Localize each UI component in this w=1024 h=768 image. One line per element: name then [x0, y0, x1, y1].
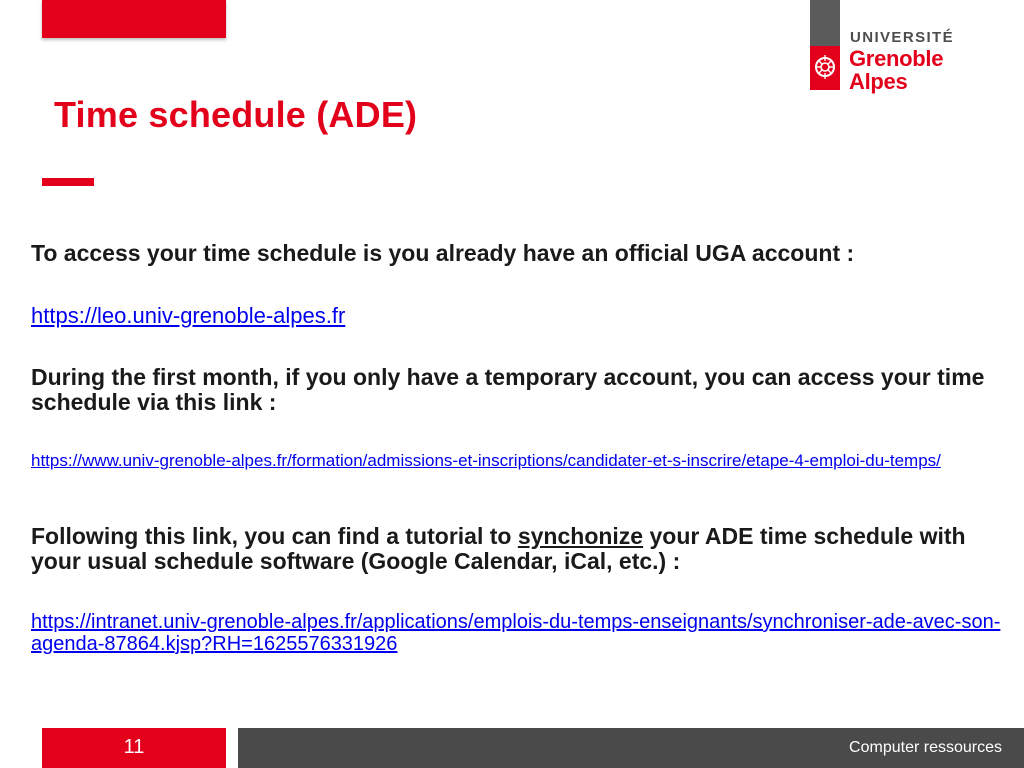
synchonize-link[interactable]: synchonize	[517, 523, 644, 549]
sync-tutorial-link[interactable]: https://intranet.univ-grenoble-alpes.fr/applications/emplois-du-temps-enseignants/synchroniser-ade-avec-son-agenda-87864.kjsp?RH=1625576331926	[31, 611, 1001, 655]
footer-page-block	[42, 728, 226, 768]
page-title: Time schedule (ADE)	[54, 94, 418, 135]
page-number: 11	[123, 736, 145, 758]
logo-text-alpes: Alpes	[849, 69, 908, 94]
logo-text-universite: UNIVERSITÉ	[850, 29, 955, 46]
footer-bar	[238, 728, 1024, 768]
logo-emblem-icon	[813, 52, 837, 82]
logo-text-grenoble: Grenoble	[849, 46, 944, 71]
logo-red-block	[810, 46, 840, 90]
tutorial-text-end: your ADE time schedule with your usual schedule software (Google Calendar, iCal, etc.) :	[31, 523, 966, 574]
university-logo	[810, 0, 970, 100]
logo-gray-block	[810, 0, 840, 46]
temporary-schedule-link[interactable]: https://www.univ-grenoble-alpes.fr/formation/admissions-et-inscriptions/candidater-et-s-inscrire/etape-4-emploi-du-temps/	[31, 451, 941, 470]
tutorial-paragraph	[31, 524, 1006, 574]
leo-link[interactable]: https://leo.univ-grenoble-alpes.fr	[31, 303, 346, 328]
top-accent-bar	[42, 0, 226, 38]
title-underline-accent	[42, 178, 94, 186]
footer-section-label: Computer ressources	[849, 739, 1002, 756]
tutorial-text-start: Following this link, you can find a tutorial to	[31, 523, 518, 549]
temporary-account-paragraph: During the first month, if you only have a temporary account, you can access your time schedule via this link :	[31, 364, 985, 415]
intro-paragraph: To access your time schedule is you already have an official UGA account :	[31, 240, 855, 266]
